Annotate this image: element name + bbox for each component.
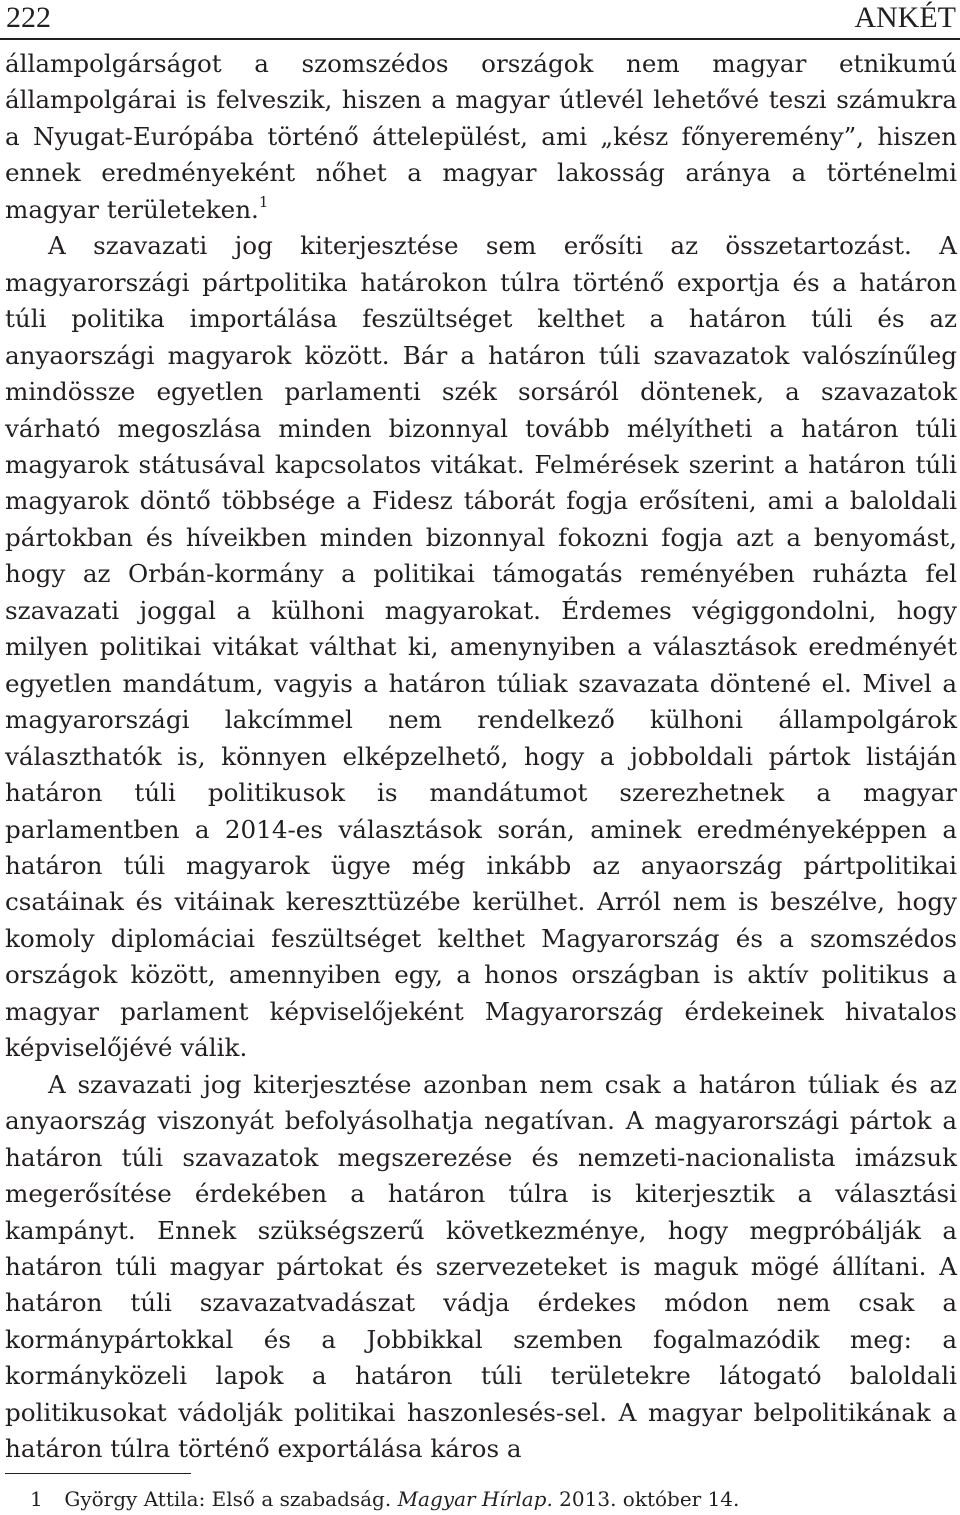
footnote-divider <box>5 1473 191 1474</box>
paragraph-3: A szavazati jog kiterjesztése azonban nem csak a határon túliak és az anyaország viszonyát befolyásolhatja negatívan. A magyarországi pártok a határon túli szavazatok megszerezése és nemzeti-nacionalista imázsuk megerősítése érdekében a határon túlra is kiterjesztik a választási kampányt. Ennek szükségszerű következménye, hogy megpróbálják a határon túli magyar pártokat és szervezeteket is maguk mögé állítani. A határon túli szavazatvadászat vádja érdekes módon nem csak a kormánypártokkal és a Jobbikkal szemben fogalmazódik meg: a kormányközeli lapok a határon túli területekre látogató baloldali politikusokat vádolják politikai haszonlesés-sel. A magyar belpolitikának a határon túlra történő exportálása káros a <box>5 1069 957 1464</box>
paragraph-1 <box>5 46 957 228</box>
footnote-source: Magyar Hírlap. <box>397 1487 553 1511</box>
paragraph-1-text: állampolgárságot a szomszédos országok nem magyar etnikumú állampolgárai is felveszik, hiszen a magyar útlevél lehetővé teszi számukra a Nyugat-Európába történő áttelepülést, ami „kész főnyeremény”, hiszen ennek eredményeként nőhet a magyar lakosság aránya a történelmi magyar területeken. <box>5 49 957 224</box>
footnote-date: 2013. október 14. <box>559 1487 740 1511</box>
footnote-author-title: György Attila: Első a szabadság. <box>64 1487 392 1511</box>
footnote-reference: 1 <box>258 192 269 211</box>
paragraph-2: A szavazati jog kiterjesztése sem erősíti az összetartozást. A magyarországi pártpolitika határokon túlra történő exportja és a határon túli politika importálása feszültséget kelthet a határon túli és az anyaországi magyarok között. Bár a határon túli szavazatok valószínűleg mindössze egyetlen parlamenti szék sorsáról döntenek, a szavazatok várható megoszlása minden bizonnyal tovább mélyítheti a határon túli magyarok státusával kapcsolatos vitákat. Felmérések szerint a határon túli magyarok döntő többsége a Fidesz táborát fogja erősíteni, ami a baloldali pártokban és híveikben minden bizonnyal fokozni fogja azt a benyomást, hogy az Orbán-kormány a politikai támogatás reményében ruházta fel szavazati joggal a külhoni magyarokat. Érdemes végiggondolni, hogy milyen politikai vitákat válthat ki, amenynyiben a választások eredményét egyetlen mandátum, vagyis a határon túliak szavazata döntené el. Mivel a magyarországi lakcímmel nem rendelkező külhoni állampolgárok választhatók is, könnyen elképzelhető, hogy a jobboldali pártok listáján határon túli politikusok is mandátumot szerezhetnek a magyar parlamentben a 2014-es választások során, aminek eredményeképpen a határon túli magyarok ügye még inkább az anyaország pártpolitikai csatáinak és vitáinak kereszttüzébe kerülhet. Arról nem is beszélve, hogy komoly diplomáciai feszültséget kelthet Magyarország és a szomszédos országok között, amennyiben egy, a honos országban is aktív politikus a magyar parlament képviselőjeként Magyarország érdekeinek hivatalos képviselőjévé válik. <box>5 231 957 1063</box>
running-head-title: ANKÉT <box>854 1 956 34</box>
page-number: 222 <box>6 1 51 34</box>
article-body <box>5 46 957 1468</box>
footnote-number: 1 <box>30 1487 43 1511</box>
footnote <box>30 1486 950 1512</box>
running-header <box>0 0 960 40</box>
